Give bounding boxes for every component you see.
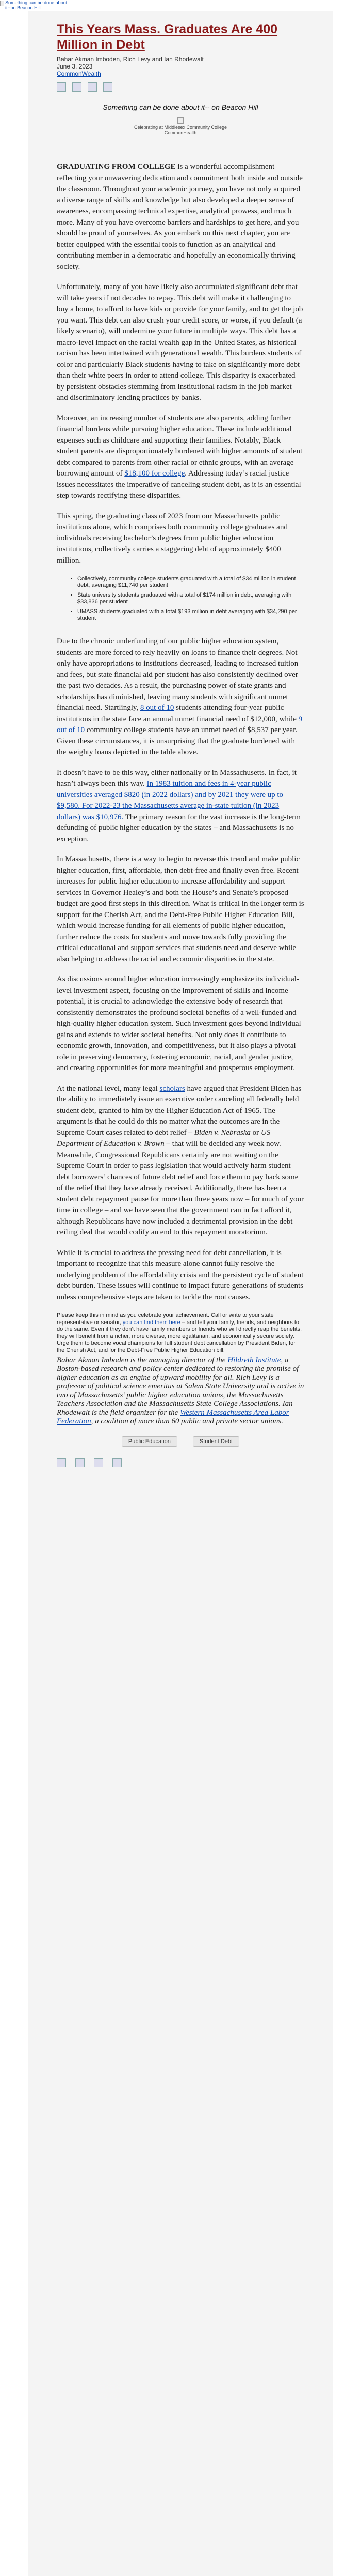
paragraph-10: While it is crucial to address the pressing need for debt cancellation, it is important to recognize that this measure alone cannot fully resolve the underlying problem of the affordability crisis and the persistent cycle of student debt burden. These issues will continue to impact future generations of students unless comprehensive steps are taken to tackle the root causes. xyxy=(57,1248,304,1301)
facebook-share-icon[interactable] xyxy=(57,82,66,92)
bio-text-b: , a Boston-based research and policy center dedicated to restoring the promise of higher education as an engine of upward mobility for all. Rich Levy is a professor of political science emeritus at Salem State University and is active in two of Massachusetts’ public higher education unions, the Massachusetts Teachers Association and the Massachusetts State College Associations. Ian Rhodewalt is the field organizer for the xyxy=(57,1356,304,1417)
figure-image-icon xyxy=(177,117,184,124)
paragraph-4: This spring, the graduating class of 2023 from our Massachusetts public institutions alone, which comprises both community college graduates and individuals receiving bachelor’s degrees from public higher education institutions, collectively carries a staggering debt of approximately $400 million. xyxy=(57,512,288,565)
broken-image-icon xyxy=(0,1,4,6)
linkedin-share-icon[interactable] xyxy=(94,1458,103,1467)
article-figure xyxy=(57,117,304,136)
twitter-share-icon[interactable] xyxy=(75,1458,85,1467)
paragraph-1 xyxy=(57,162,304,273)
debt-stats-list xyxy=(57,575,304,622)
email-share-icon[interactable] xyxy=(103,82,112,92)
find-legislator-link[interactable]: you can find them here xyxy=(122,1319,180,1326)
p9-text-d: – that will be decided any week now. Meanwhile, Congressional Republicans certainly are not waiting on the Supreme Court in order to pass legislation that would actively harm student debt borrowers’ chances of future debt relief and force them to pay back some of the relief that they have already received. Additionally, there has been a student debt repayment pause for more than three years now – for much of your time in college – and we have seen that the government can in fact afford it, although Republicans have now included a detrimental provision in the debt ceiling deal that would codify an end to this repayment moratorium. xyxy=(57,1140,304,1236)
share-icons-bottom xyxy=(57,1458,304,1467)
p3-text-a: Moreover, an increasing number of students are also parents, adding further financial burdens while pursuing higher education. These include additional expenses such as childcare and supporting their families. Notably, Black student parents are disproportionately burdened with higher amounts of student debt compared to parents from other racial or ethnic groups, with an average borrowing amount of xyxy=(57,414,303,478)
email-share-icon[interactable] xyxy=(112,1458,122,1467)
p6-text-b: The primary reason for the vast increase is the long-term defunding of public higher education by the states – and Massachusetts is no exception. xyxy=(57,812,301,843)
paragraph-6 xyxy=(57,768,304,845)
figure-credit: CommonHealth xyxy=(164,130,197,135)
article-card xyxy=(28,11,333,2576)
tag-student-debt[interactable]: Student Debt xyxy=(193,1436,239,1447)
p9-text-a: At the national level, many legal xyxy=(57,1084,160,1093)
bio-text-a: Bahar Akman Imboden is the managing director of the xyxy=(57,1356,228,1364)
article-body xyxy=(57,22,304,1467)
cta-text-a: Please keep this in mind as you celebrate your achievement. Call or write to your state representative or senator, xyxy=(57,1312,274,1326)
hildreth-institute-link[interactable]: Hildreth Institute xyxy=(227,1356,281,1364)
article-tags xyxy=(57,1436,304,1447)
p5-text-c: community college students have an unmet need of $8,537 per year. Given these circumstances, it is unsurprising that the graduate burdened with the weighty loans depicted in the table above. xyxy=(57,726,298,756)
lead-in: GRADUATING FROM COLLEGE xyxy=(57,163,176,171)
linkedin-share-icon[interactable] xyxy=(88,82,97,92)
list-item: • State university students graduated with a total of $174 million in debt, averaging with $33,836 per student xyxy=(77,592,304,605)
paragraph-5 xyxy=(57,636,304,758)
figure-caption: Celebrating at Middlesex Community College xyxy=(134,125,227,130)
paragraph-8: As discussions around higher education increasingly emphasize its individual-level investment aspect, focusing on the improvement of skills and income potential, it is crucial to acknowledge the extensive body of research that consistently demonstrates the profound societal benefits of a well-funded and high-quality higher education system. Such investment goes beyond individual gains and extends to wider societal benefits. Not only does it contribute to economic growth, innovation, and competitiveness, but it also plays a pivotal role in preserving democracy, fostering economic, racial, and gender justice, and creating opportunities for more meaningful and prosperous employment. xyxy=(57,975,301,1072)
tag-public-education[interactable]: Public Education xyxy=(122,1436,177,1447)
labor-federation-link[interactable]: Western Massachusetts Area Labor Federation xyxy=(57,1409,289,1426)
unmet-need-link-2[interactable]: 9 out of 10 xyxy=(57,715,303,734)
tuition-history-link[interactable]: In 1983 tuition and fees in 4-year public universities averaged $820 (in 2022 dollars) and by 2021 they were up to $9,580. For 2022-23 the Massachusetts average in-state tuition (in 2023 dollars) was $10,976. xyxy=(57,779,284,821)
p5-text-b: students attending four-year public institutions in the state face an annual unmet financial need of $12,000, while xyxy=(57,704,299,723)
header-image-alt-text: Something can be done about it--on Beacon Hill xyxy=(5,0,68,10)
paragraph-1-text: is a wonderful accomplishment reflecting your unwavering dedication and commitment both inside and outside the classroom. Throughout your academic journey, you have not only acquired a diverse range of skills and knowledge but also developed a deeper sense of awareness, encompassing technical expertise, analytical prowess, and much more. Many of you have overcome barriers and hardships to get here, and you should be proud of yourselves. As you embark on this next chapter, you are better equipped with the essential tools to function as an analytical and contributing member in a democratic and hopefully an economically thriving society. xyxy=(57,163,303,271)
paragraph-2: Unfortunately, many of you have likely also accumulated significant debt that will take years if not decades to repay. This debt will make it challenging to buy a home, to afford to have kids or provide for your family, and to get the job you want. This debt can also crush your credit score, or worse, if you default (a likely scenario), will undermine your future in multiple ways. This debt has a macro-level impact on the racial wealth gap in the United States, as historical racism has been intertwined with generational wealth. This burdens students of color and particularly Black students having to take on significantly more debt than their white peers in order to attend college. This disparity is exacerbated by persistent obstacles stemming from institutional racism in the job market and discriminatory lending practices by banks. xyxy=(57,283,303,402)
twitter-share-icon[interactable] xyxy=(72,82,81,92)
facebook-share-icon[interactable] xyxy=(57,1458,66,1467)
scholars-link[interactable]: scholars xyxy=(159,1084,185,1093)
case-name-2: US Department of Education v. Brown xyxy=(57,1128,271,1148)
paragraph-3 xyxy=(57,413,304,502)
article-teaser: Something can be done about it-- on Beacon Hill xyxy=(103,103,258,111)
article-authors: Bahar Akman Imboden, Rich Levy and Ian Rhodewalt xyxy=(57,56,204,63)
bio-text-c: , a coalition of more than 60 public and private sector unions. xyxy=(91,1417,283,1426)
black-parents-debt-link[interactable]: $18,100 for college xyxy=(124,469,185,478)
article-meta xyxy=(57,56,304,77)
call-to-action xyxy=(57,1312,304,1354)
article-date: June 3, 2023 xyxy=(57,63,93,70)
paragraph-7: In Massachusetts, there is a way to begin to reverse this trend and make public higher education, first, affordable, then debt-free and finally even free. Recent increases for public higher education to increase affordability and support services in Governor Healey’s and both the House’s and Senate’s proposed budget are good first steps in this direction. What is critical in the longer term is support for the Cherish Act, and the Debt-Free Public Higher Education Bill, which would increase funding for all elements of public higher education, further reduce the costs for students and move towards fully providing the critical educational and support services that students need and deserve while also helping to address the racial and economic disparities in the state. xyxy=(57,855,304,963)
case-name-1: Biden v. Nebraska xyxy=(194,1128,251,1137)
list-item: • Collectively, community college students graduated with a total of $34 million in student debt, averaging $11,740 per student xyxy=(77,575,304,589)
article-title[interactable]: This Years Mass. Graduates Are 400 Million in Debt xyxy=(57,22,278,52)
list-item: • UMASS students graduated with a total $193 million in debt averaging with $34,290 per student xyxy=(77,608,304,622)
p9-text-b: have argued that President Biden has the ability to immediately issue an executive order canceling all federally held student debt, granted to him by the Higher Education Act of 1965. The argument is that he could do this no matter what the outcomes are in the Supreme Court cases related to debt relief – xyxy=(57,1084,302,1137)
share-icons-top xyxy=(57,82,304,92)
p9-text-c: or xyxy=(250,1128,261,1137)
p6-text-a: It doesn’t have to be this way, either nationally or in Massachusetts. In fact, it hasn’t always been this way. xyxy=(57,768,297,788)
author-bio xyxy=(57,1356,304,1426)
cta-text-b: – and tell your family, friends, and neighbors to do the same. Even if they don’t have family members or friends who will directly reap the benefits, they will benefit from a richer, more diverse, more egalitarian, and economically secure society. Urge them to become vocal champions for full student debt cancellation by President Biden, for the Cherish Act, and for the Debt-Free Public Higher Education bill. xyxy=(57,1319,302,1353)
unmet-need-link-1[interactable]: 8 out of 10 xyxy=(140,704,174,712)
p3-text-b: . Addressing today’s racial justice issues necessitates the imperative of canceling student debt, as it is an essential step towards rectifying these disparities. xyxy=(57,469,301,500)
p5-text-a: Due to the chronic underfunding of our public higher education system, students are more forced to rely heavily on loans to finance their degrees. Not only have appropriations to institutions decreased, leading to increased tuition and fees, but state financial aid per student has also consistently declined over the past two decades. As a result, the purchasing power of state grants and scholarships has diminished, leaving many students with significant unmet financial need. Startlingly, xyxy=(57,637,299,712)
publication-link[interactable]: CommonWealth xyxy=(57,70,101,77)
paragraph-9 xyxy=(57,1083,304,1239)
header-image-link[interactable] xyxy=(0,0,72,11)
